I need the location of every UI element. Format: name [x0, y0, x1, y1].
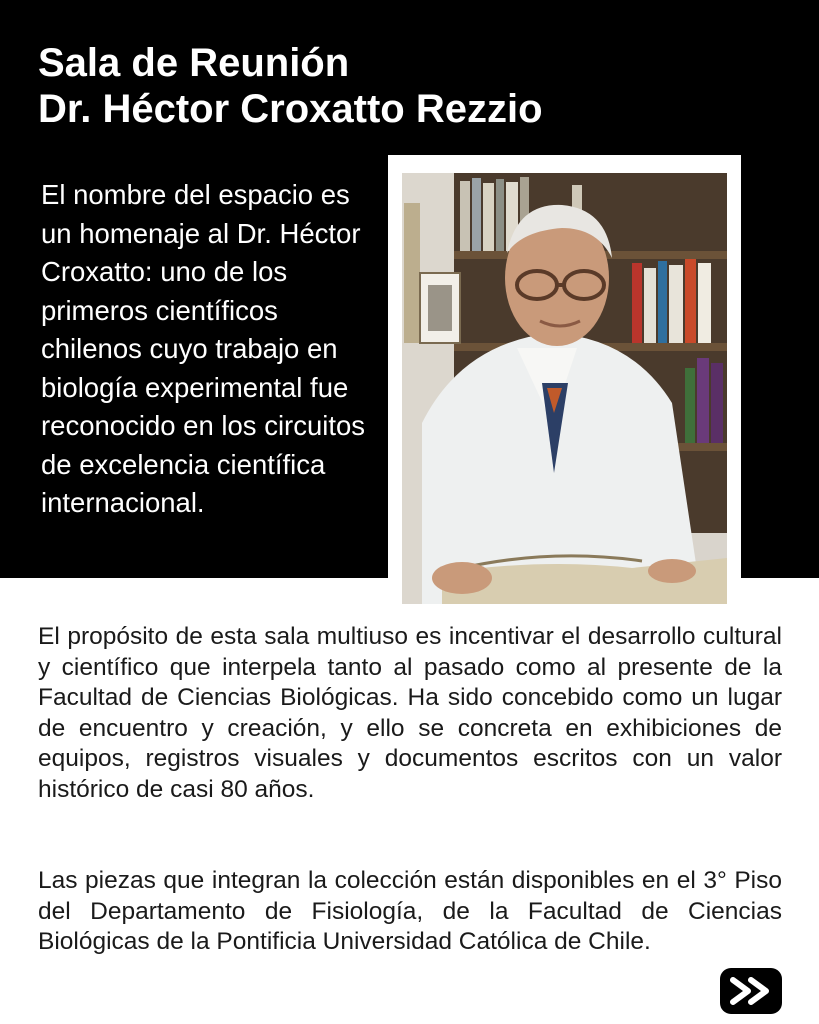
- double-chevron-right-icon: [729, 976, 773, 1006]
- title-line-1: Sala de Reunión: [38, 41, 350, 85]
- portrait-photo-frame: [388, 155, 741, 618]
- body-paragraph-2: Las piezas que integran la colección están disponibles en el 3° Piso del Departamento de Fisiología, de la Facultad de Ciencias Biológicas de la Pontificia Universidad Católica de Chile.: [38, 867, 782, 955]
- page-title: [38, 40, 543, 132]
- intro-text: El nombre del espacio es un homenaje al Dr. Héctor Croxatto: uno de los primeros científicos chilenos cuyo trabajo en biología experimental fue reconocido en los circuitos de excelencia científica internacional.: [41, 179, 366, 518]
- title-line-2: Dr. Héctor Croxatto Rezzio: [38, 87, 543, 131]
- portrait-photo: [402, 173, 727, 604]
- next-page-button[interactable]: [720, 968, 782, 1014]
- body-paragraph-1: El propósito de esta sala multiuso es incentivar el desarrollo cultural y científico que interpela tanto al pasado como al presente de la Facultad de Ciencias Biológicas. Ha sido concebido como un lugar de encuentro y creación, y ello se concreta en exhibiciones de equipos, registros visuales y documentos escritos con un valor histórico de casi 80 años.: [38, 623, 782, 803]
